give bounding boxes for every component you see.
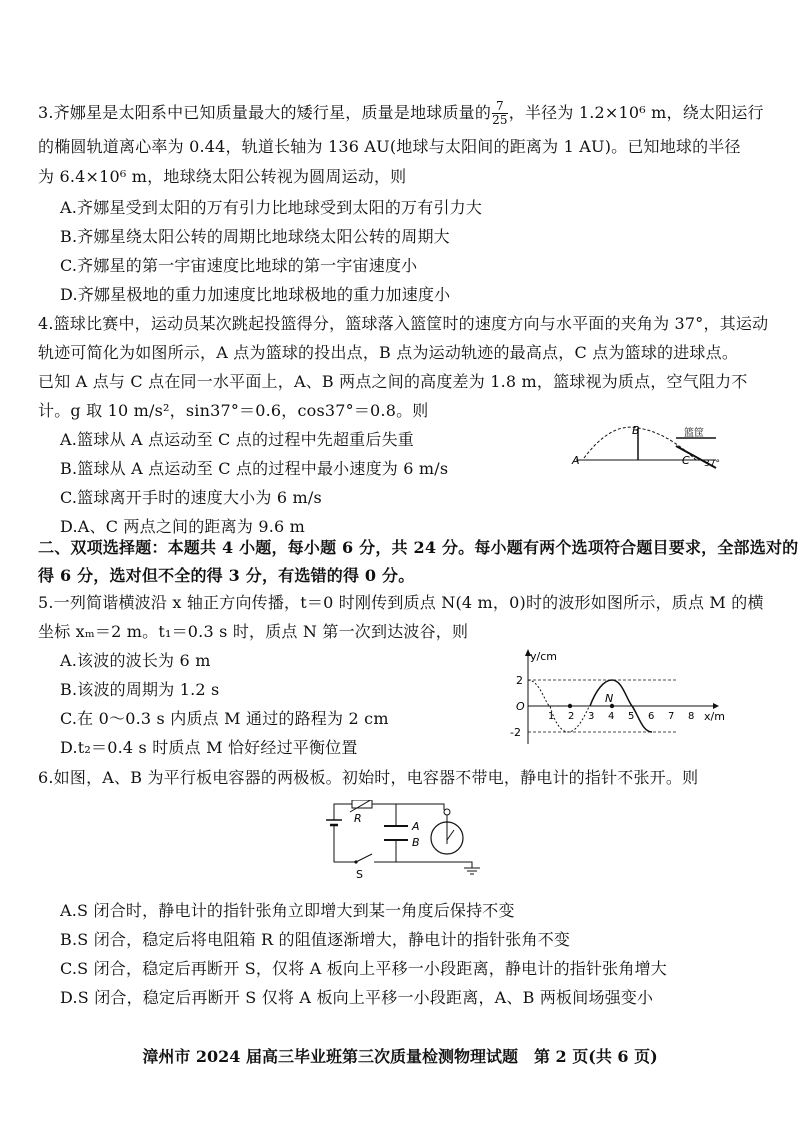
q3-line-3: 为 6.4×10⁶ m，地球绕太阳公转视为圆周运动，则	[38, 167, 407, 186]
angle-label: 37°	[704, 459, 720, 469]
q3-text-b: ，半径为 1.2×10⁶ m，绕太阳运行	[508, 103, 764, 122]
point-a-label: A	[572, 454, 580, 467]
q5-line-2: 坐标 xₘ＝2 m。t₁＝0.3 s 时，质点 N 第一次到达波谷，则	[38, 622, 469, 641]
q6-option-b: B.S 闭合，稳定后将电阻箱 R 的阻值逐渐增大，静电计的指针张角不变	[60, 930, 571, 949]
meter-bottom-wire	[432, 862, 472, 868]
y-axis-label: y/cm	[530, 650, 557, 663]
resistor-label: R	[354, 812, 362, 825]
x-tick-3: 3	[588, 711, 595, 722]
q3-option-b: B.齐娜星绕太阳公转的周期比地球绕太阳公转的周期大	[60, 227, 450, 246]
x-tick-8: 8	[688, 711, 695, 722]
q6-line-1: 6.如图，A、B 为平行板电容器的两极板。初始时，电容器不带电，静电计的指针不张开。则	[38, 768, 699, 787]
x-tick-6: 6	[648, 711, 655, 722]
x-tick-5: 5	[628, 711, 635, 722]
point-n-label: N	[605, 692, 614, 705]
q3-line-1	[38, 100, 764, 127]
electrometer-knob	[444, 809, 450, 815]
q5-line-1: 5.一列简谐横波沿 x 轴正方向传播，t＝0 时刚传到质点 N(4 m，0)时的波形如图所示，质点 M 的横	[38, 593, 764, 612]
switch-blade	[356, 854, 372, 862]
capacitor-circuit-figure	[312, 800, 492, 880]
meter-top-wire	[432, 804, 444, 810]
electrometer-needle	[447, 830, 454, 840]
section-2-heading-1: 二、双项选择题：本题共 4 小题，每小题 6 分，共 24 分。每小题有两个选项符合题目要求，全部选对的	[38, 538, 799, 557]
point-c-label: C	[682, 454, 690, 467]
hoop-label: 篮筐	[684, 428, 704, 439]
q4-line-4: 计。g 取 10 m/s²，sin37°＝0.6，cos37°＝0.8。则	[38, 401, 429, 420]
plate-a-label: A	[412, 820, 420, 833]
point-b-label: B	[632, 424, 640, 437]
origin-label: O	[516, 700, 525, 713]
mass-fraction	[492, 100, 508, 127]
q3-option-c: C.齐娜星的第一宇宙速度比地球的第一宇宙速度小	[60, 256, 418, 275]
trajectory-curve	[584, 427, 696, 460]
x-axis-arrow	[713, 703, 719, 709]
q3-option-d: D.齐娜星极地的重力加速度比地球极地的重力加速度小	[60, 285, 451, 304]
q5-option-a: A.该波的波长为 6 m	[60, 651, 211, 670]
q6-option-a: A.S 闭合时，静电计的指针张角立即增大到某一角度后保持不变	[60, 901, 515, 920]
y-tick-negative: -2	[510, 726, 521, 739]
q5-option-d: D.t₂＝0.4 s 时质点 M 恰好经过平衡位置	[60, 738, 358, 757]
wave-graph-figure	[508, 648, 730, 748]
switch-label: S	[356, 868, 363, 880]
q3-option-a: A.齐娜星受到太阳的万有引力比地球受到太阳的万有引力大	[60, 198, 483, 217]
x-axis-label: x/m	[704, 710, 725, 723]
q4-line-3: 已知 A 点与 C 点在同一水平面上，A、B 两点之间的高度差为 1.8 m，篮球视为质点，空气阻力不	[38, 372, 748, 391]
fraction-denominator: 25	[492, 113, 508, 127]
q6-option-c: C.S 闭合，稳定后再断开 S，仅将 A 板向上平移一小段距离，静电计的指针张角增大	[60, 959, 667, 978]
q3-line-2: 的椭圆轨道离心率为 0.44，轨道长轴为 136 AU(地球与太阳间的距离为 1 AU)。已知地球的半径	[38, 137, 741, 156]
switch-pivot	[354, 860, 357, 863]
x-tick-1: 1	[548, 711, 555, 722]
q3-text-a: 3.齐娜星是太阳系中已知质量最大的矮行星，质量是地球质量的	[38, 103, 492, 122]
top-wire	[334, 804, 432, 820]
q4-option-b: B.篮球从 A 点运动至 C 点的过程中最小速度为 6 m/s	[60, 459, 449, 478]
left-wire	[334, 825, 356, 862]
q5-option-b: B.该波的周期为 1.2 s	[60, 680, 220, 699]
y-tick-positive: 2	[516, 674, 523, 687]
point-m-marker	[568, 704, 572, 708]
q4-option-a: A.篮球从 A 点运动至 C 点的过程中先超重后失重	[60, 430, 414, 449]
q5-option-c: C.在 0～0.3 s 内质点 M 通过的路程为 2 cm	[60, 709, 389, 728]
plate-b-label: B	[412, 836, 420, 849]
x-tick-7: 7	[668, 711, 675, 722]
section-2-heading-2: 得 6 分，选对但不全的得 3 分，有选错的得 0 分。	[38, 566, 415, 585]
q4-option-d: D.A、C 两点之间的距离为 9.6 m	[60, 517, 306, 536]
q4-line-1: 4.篮球比赛中，运动员某次跳起投篮得分，篮球落入篮筐时的速度方向与水平面的夹角为 37°，其运动	[38, 314, 769, 333]
q6-option-d: D.S 闭合，稳定后再断开 S 仅将 A 板向上平移一小段距离，A、B 两板间场强变小	[60, 988, 654, 1007]
basketball-trajectory-figure	[566, 420, 726, 480]
x-tick-2: 2	[568, 711, 575, 722]
q4-line-2: 轨迹可简化为如图所示，A 点为篮球的投出点，B 点为运动轨迹的最高点，C 点为篮球的进球点。	[38, 343, 739, 362]
x-tick-4: 4	[608, 711, 615, 722]
q4-option-c: C.篮球离开手时的速度大小为 6 m/s	[60, 488, 322, 507]
fraction-numerator: 7	[492, 100, 508, 114]
page-footer: 漳州市 2024 届高三毕业班第三次质量检测物理试题 第 2 页(共 6 页)	[142, 1047, 658, 1066]
